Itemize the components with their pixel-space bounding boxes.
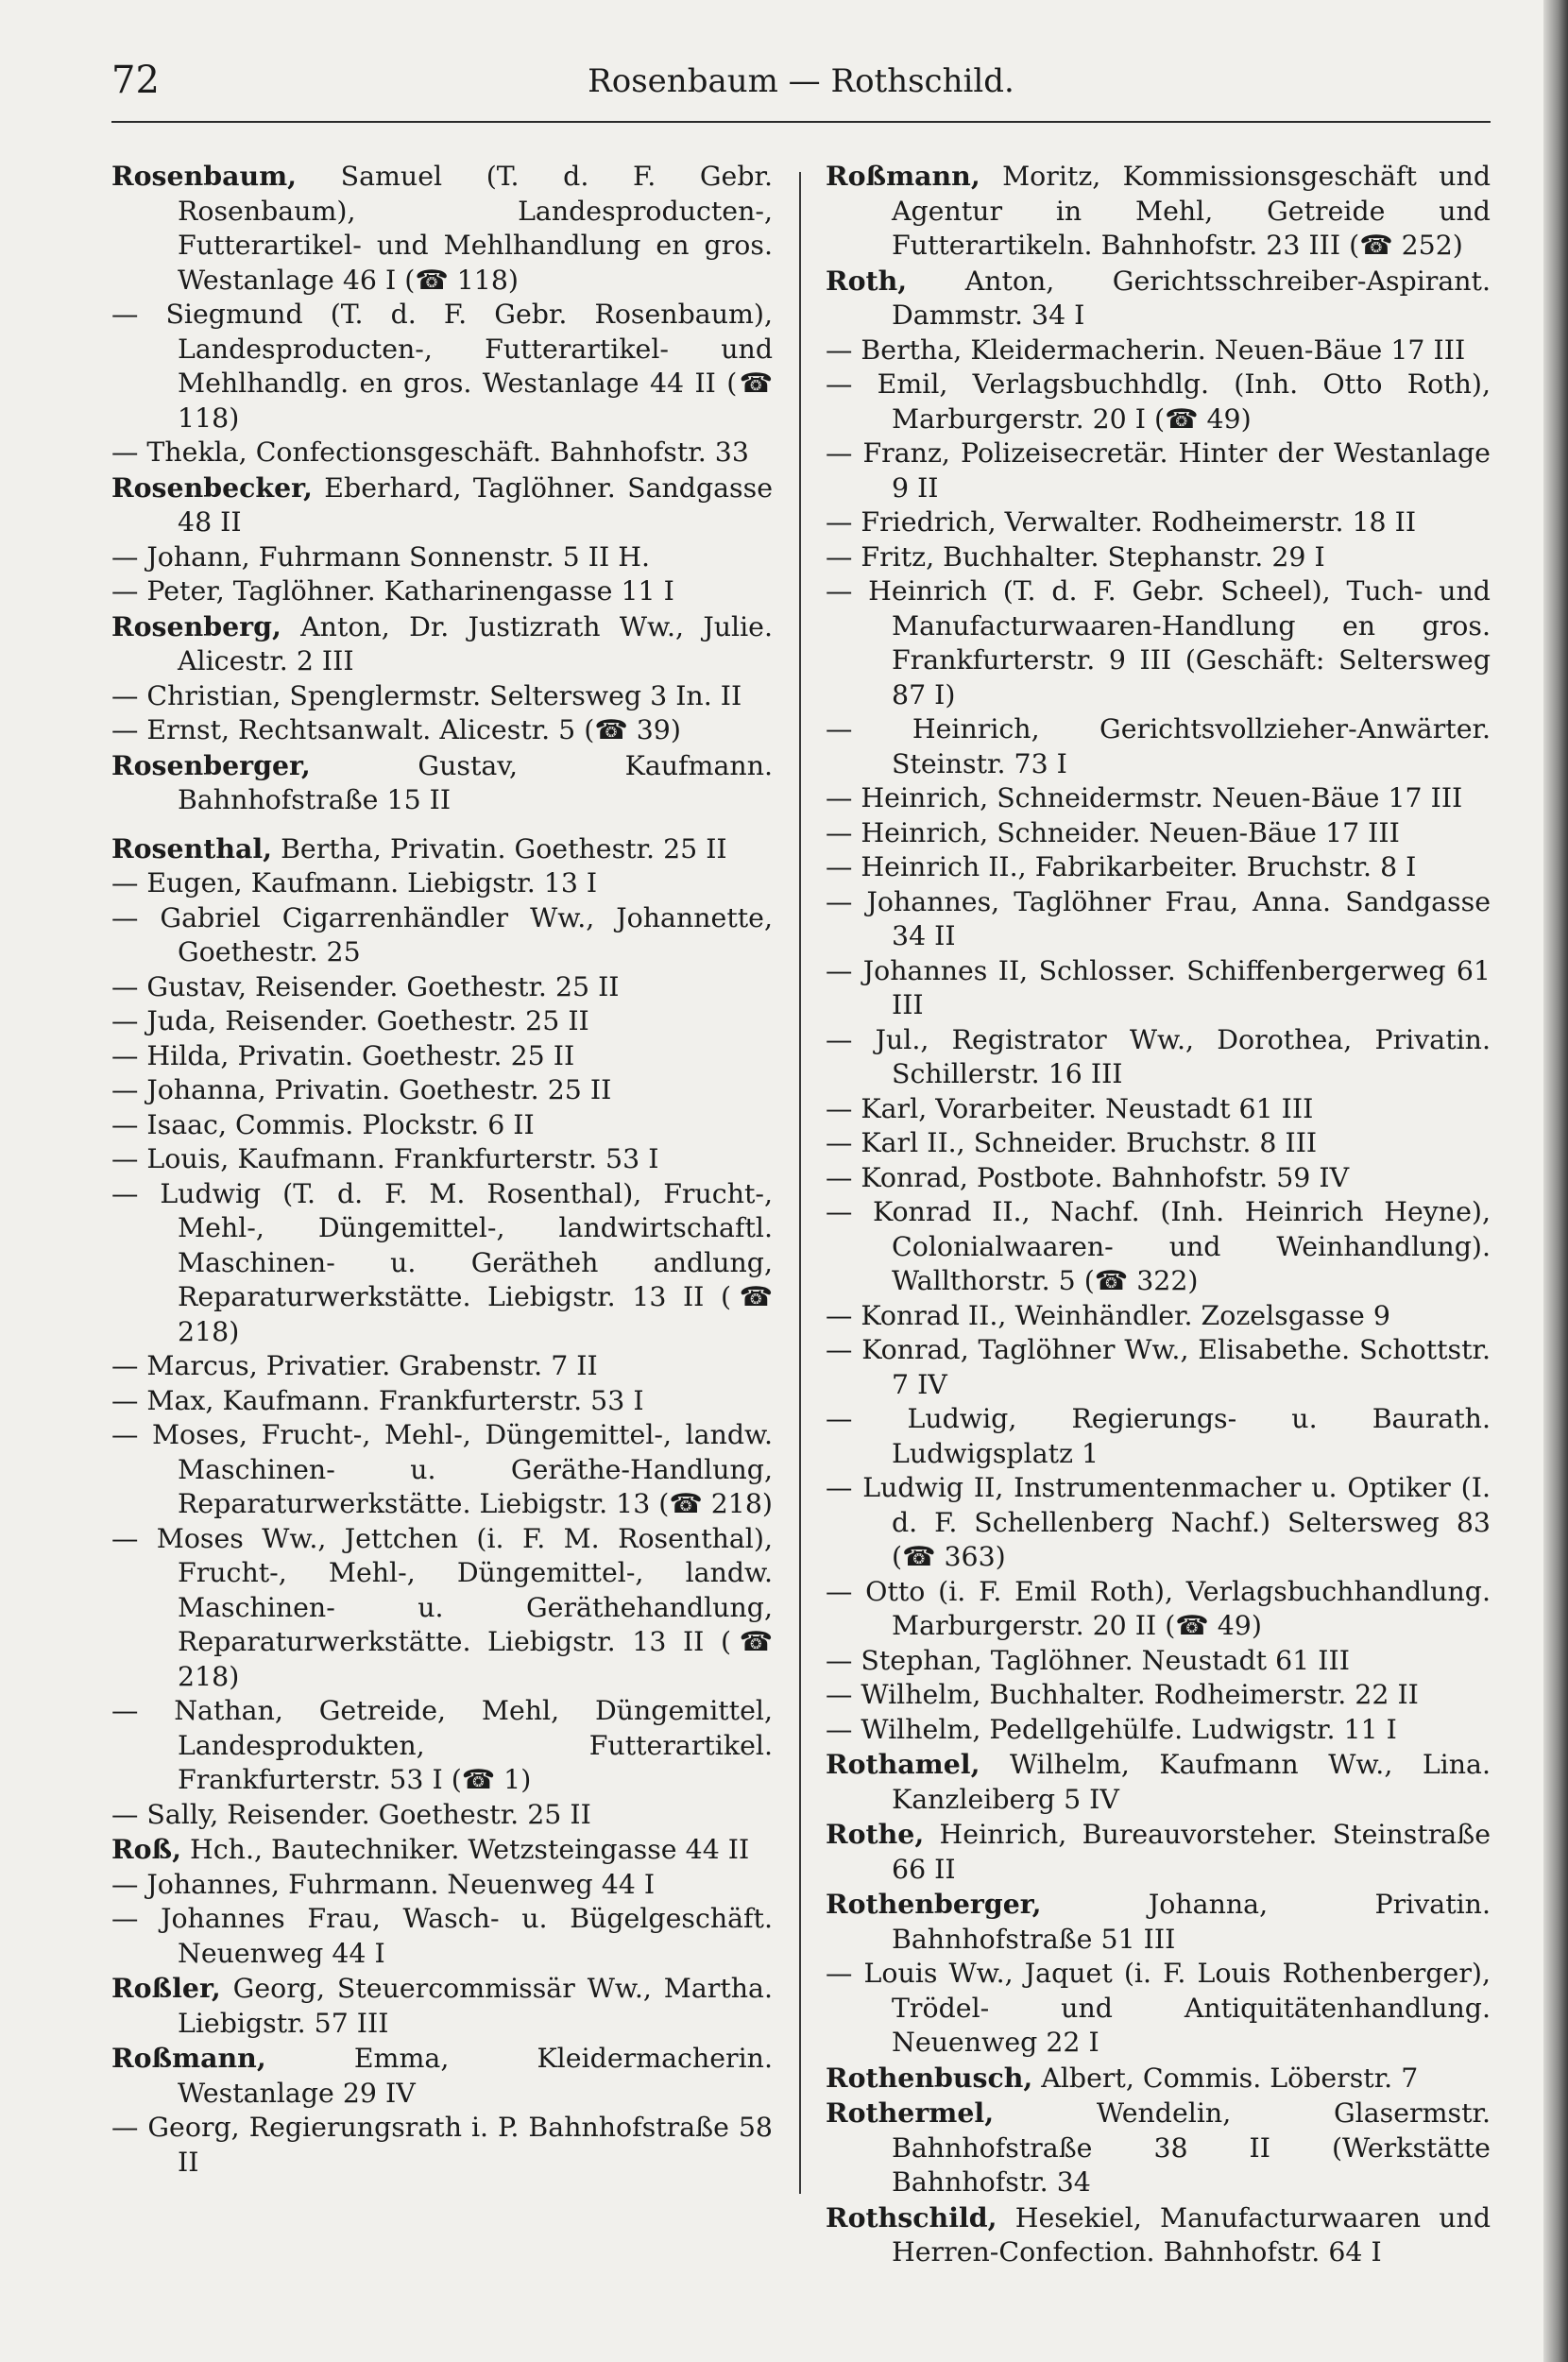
directory-entry — [826, 1713, 1491, 1748]
entry-text: — Fritz, Buchhalter. Stephanstr. 29 I — [826, 540, 1325, 573]
directory-entry — [111, 1004, 773, 1039]
entry-surname: Roßmann, — [111, 2042, 266, 2074]
directory-entry — [826, 850, 1491, 885]
entry-text: — Gabriel Cigarrenhändler Ww., Johannette, Goethestr. 25 — [111, 901, 773, 967]
entry-text: — Heinrich, Gerichtsvollzieher-Anwärter. Steinstr. 73 I — [826, 713, 1491, 779]
directory-entry — [826, 1195, 1491, 1299]
directory-entry — [826, 1402, 1491, 1471]
directory-entry — [826, 1887, 1491, 1957]
entry-surname: Rothamel, — [826, 1748, 980, 1780]
directory-entry — [826, 2200, 1491, 2270]
entry-text: — Franz, Polizeisecretär. Hinter der Westanlage 9 II — [826, 437, 1491, 504]
directory-entry — [826, 1957, 1491, 2061]
directory-entry — [111, 679, 773, 714]
entry-text: Albert, Commis. Löberstr. 7 — [1032, 2062, 1419, 2094]
directory-entry — [111, 1868, 773, 1903]
directory-entry — [826, 954, 1491, 1023]
page-number: 72 — [111, 59, 160, 102]
entry-text: — Gustav, Reisender. Goethestr. 25 II — [111, 970, 620, 1002]
entry-text: Heinrich, Bureauvorsteher. Steinstraße 66 II — [892, 1819, 1491, 1885]
directory-entry — [111, 1832, 773, 1868]
directory-entry — [111, 866, 773, 901]
entry-text: — Max, Kaufmann. Frankfurterstr. 53 I — [111, 1384, 644, 1416]
entry-text: — Heinrich, Schneider. Neuen-Bäue 17 III — [826, 816, 1400, 848]
entry-text: — Ludwig II, Instrumentenmacher u. Optiker (I. d. F. Schellenberg Nachf.) Seltersweg 83 (☎ 363) — [826, 1472, 1491, 1572]
directory-entry — [111, 574, 773, 609]
entry-text: — Heinrich II., Fabrikarbeiter. Bruchstr. 8 I — [826, 851, 1417, 882]
entry-text: — Hilda, Privatin. Goethestr. 25 II — [111, 1039, 575, 1071]
right-column — [826, 159, 1491, 2270]
directory-entry — [826, 540, 1491, 575]
directory-entry — [111, 471, 773, 540]
directory-entry — [111, 609, 773, 679]
entry-text: Georg, Steuercommissär Ww., Martha. Liebigstr. 57 III — [178, 1973, 773, 2039]
entry-text: — Friedrich, Verwalter. Rodheimerstr. 18 II — [826, 506, 1417, 538]
directory-entry — [111, 1108, 773, 1143]
running-title: Rosenbaum — Rothschild. — [588, 62, 1014, 100]
directory-entry — [111, 970, 773, 1005]
directory-entry — [826, 264, 1491, 334]
entry-text: — Christian, Spenglermstr. Seltersweg 3 In. II — [111, 679, 742, 711]
entry-text: — Peter, Taglöhner. Katharinengasse 11 I — [111, 575, 674, 607]
header-rule — [111, 121, 1491, 123]
entry-surname: Roth, — [826, 264, 908, 297]
entry-text: — Ludwig, Regierungs- u. Baurath. Ludwigsplatz 1 — [826, 1403, 1491, 1469]
directory-entry — [826, 1023, 1491, 1092]
entry-text: Bertha, Privatin. Goethestr. 25 II — [272, 832, 727, 864]
entry-text: — Marcus, Privatier. Grabenstr. 7 II — [111, 1350, 598, 1381]
entry-text: — Johannes Frau, Wasch- u. Bügelgeschäft. Neuenweg 44 I — [111, 1903, 773, 1969]
directory-entry — [826, 1333, 1491, 1402]
entry-text: — Louis, Kaufmann. Frankfurterstr. 53 I — [111, 1143, 659, 1174]
entry-text: Hch., Bautechniker. Wetzsteingasse 44 II — [181, 1834, 750, 1865]
directory-entry — [826, 505, 1491, 540]
entry-text: — Konrad, Postbote. Bahnhofstr. 59 IV — [826, 1161, 1350, 1193]
directory-entry — [111, 831, 773, 867]
directory-entry — [111, 298, 773, 436]
entry-surname: Rosenbecker, — [111, 471, 313, 504]
entry-surname: Roßler, — [111, 1972, 221, 2004]
directory-entry — [826, 1817, 1491, 1887]
column-divider — [799, 172, 801, 2194]
entry-text: — Moses Ww., Jettchen (i. F. M. Rosenthal), Frucht-, Mehl-, Düngemittel-, landw. Maschinen- u. Geräthehandlung, Reparaturwerkstätte. Liebigstr. 13 II (☎ 218) — [111, 1522, 773, 1692]
directory-entry — [826, 1299, 1491, 1334]
directory-entry — [826, 2096, 1491, 2200]
entry-text: — Heinrich (T. d. F. Gebr. Scheel), Tuch- und Manufacturwaaren-Handlung en gros. Frankfurterstr. 9 III (Geschäft: Seltersweg 87 I) — [826, 575, 1491, 710]
entry-text: Johanna, Privatin. Bahnhofstraße 51 III — [892, 1889, 1491, 1955]
entry-text: — Karl II., Schneider. Bruchstr. 8 III — [826, 1127, 1318, 1158]
directory-entry — [111, 1039, 773, 1074]
entry-text: — Sally, Reisender. Goethestr. 25 II — [111, 1798, 591, 1830]
entry-text: — Nathan, Getreide, Mehl, Düngemittel, Landesprodukten, Futterartikel. Frankfurterstr. 53 I (☎ 1) — [111, 1695, 773, 1795]
entry-text: — Johannes II, Schlosser. Schiffenbergerweg 61 III — [826, 954, 1491, 1020]
directory-entry — [111, 1177, 773, 1350]
directory-entry — [111, 1522, 773, 1695]
left-column — [111, 159, 773, 2180]
page-edge-shadow — [1543, 0, 1568, 2362]
directory-entry — [111, 2111, 773, 2180]
entry-text: Gustav, Kaufmann. Bahnhofstraße 15 II — [178, 749, 773, 815]
directory-entry — [111, 2041, 773, 2111]
entry-text: — Siegmund (T. d. F. Gebr. Rosenbaum), Landesproducten-, Futterartikel- und Mehlhandlg. en gros. Westanlage 44 II (☎ 118) — [111, 299, 773, 434]
directory-entry — [111, 540, 773, 575]
directory-entry — [111, 1073, 773, 1108]
entry-text: — Johanna, Privatin. Goethestr. 25 II — [111, 1074, 612, 1105]
directory-entry — [111, 713, 773, 748]
page-header — [111, 53, 1491, 119]
directory-entry — [826, 1575, 1491, 1644]
entry-text: — Heinrich, Schneidermstr. Neuen-Bäue 17 III — [826, 782, 1463, 813]
directory-entry — [826, 1678, 1491, 1713]
directory-entry — [826, 159, 1491, 264]
directory-entry — [111, 1418, 773, 1522]
directory-entry — [111, 1971, 773, 2041]
entry-text: — Louis Ww., Jaquet (i. F. Louis Rothenberger), Trödel- und Antiquitätenhandlung. Neuenweg 22 I — [826, 1958, 1491, 2058]
directory-entry — [826, 2061, 1491, 2097]
entry-text: — Wilhelm, Buchhalter. Rodheimerstr. 22 II — [826, 1679, 1419, 1710]
entry-text: Moritz, Kommissionsgeschäft und Agentur in Mehl, Getreide und Futterartikeln. Bahnhofstr. 23 III (☎ 252) — [892, 161, 1491, 261]
directory-entry — [111, 901, 773, 970]
entry-surname: Roßmann, — [826, 160, 980, 192]
entry-text: — Isaac, Commis. Plockstr. 6 II — [111, 1108, 535, 1140]
entry-text: — Konrad II., Nachf. (Inh. Heinrich Heyne), Colonialwaaren- und Weinhandlung). Wallthorstr. 5 (☎ 322) — [826, 1196, 1491, 1296]
entry-text: — Bertha, Kleidermacherin. Neuen-Bäue 17 III — [826, 334, 1466, 366]
entry-surname: Roß, — [111, 1833, 181, 1865]
entry-text: — Juda, Reisender. Goethestr. 25 II — [111, 1005, 589, 1036]
directory-entry — [826, 1471, 1491, 1575]
directory-entry — [826, 1747, 1491, 1817]
entry-text: — Otto (i. F. Emil Roth), Verlagsbuchhandlung. Marburgerstr. 20 II (☎ 49) — [826, 1575, 1491, 1641]
entry-text: — Wilhelm, Pedellgehülfe. Ludwigstr. 11 I — [826, 1713, 1397, 1745]
directory-entry — [826, 1161, 1491, 1196]
directory-entry — [826, 885, 1491, 954]
entry-surname: Rothenberger, — [826, 1888, 1042, 1920]
directory-entry — [826, 816, 1491, 851]
entry-text: — Johannes, Taglöhner Frau, Anna. Sandgasse 34 II — [826, 885, 1491, 951]
entry-text: — Stephan, Taglöhner. Neustadt 61 III — [826, 1644, 1350, 1676]
entry-surname: Rothe, — [826, 1818, 925, 1850]
entry-text: — Konrad II., Weinhändler. Zozelsgasse 9 — [826, 1299, 1390, 1331]
directory-entry — [826, 1126, 1491, 1161]
entry-text: Hesekiel, Manufacturwaaren und Herren-Confection. Bahnhofstr. 64 I — [892, 2201, 1491, 2268]
entry-text: Anton, Dr. Justizrath Ww., Julie. Alicestr. 2 III — [178, 610, 773, 676]
entry-text: Samuel (T. d. F. Gebr. Rosenbaum), Landesproducten-, Futterartikel- und Mehlhandlung en gros. Westanlage 46 I (☎ 118) — [178, 161, 773, 296]
entry-text: — Georg, Regierungsrath i. P. Bahnhofstraße 58 II — [111, 2112, 773, 2178]
directory-entry — [826, 781, 1491, 816]
directory-columns — [111, 159, 1491, 2322]
entry-text: — Ludwig (T. d. F. M. Rosenthal), Frucht-, Mehl-, Düngemittel-, landwirtschaftl. Maschinen- u. Gerätheh andlung, Reparaturwerkstätte. Liebigstr. 13 II (☎ 218) — [111, 1177, 773, 1347]
entry-text: — Ernst, Rechtsanwalt. Alicestr. 5 (☎ 39) — [111, 714, 681, 745]
entry-text: — Karl, Vorarbeiter. Neustadt 61 III — [826, 1092, 1314, 1124]
directory-entry — [826, 334, 1491, 368]
directory-entry — [111, 1902, 773, 1971]
entry-surname: Rosenthal, — [111, 831, 273, 864]
entry-text: — Emil, Verlagsbuchhdlg. (Inh. Otto Roth), Marburgerstr. 20 I (☎ 49) — [826, 368, 1491, 435]
entry-text: — Konrad, Taglöhner Ww., Elisabethe. Schottstr. 7 IV — [826, 1334, 1491, 1400]
entry-text: — Johann, Fuhrmann Sonnenstr. 5 II H. — [111, 540, 651, 573]
entry-surname: Rosenberger, — [111, 748, 311, 781]
directory-entry — [826, 1644, 1491, 1679]
directory-entry — [111, 1384, 773, 1419]
entry-text: — Moses, Frucht-, Mehl-, Düngemittel-, landw. Maschinen- u. Geräthe-Handlung, Reparaturwerkstätte. Liebigstr. 13 (☎ 218) — [111, 1419, 774, 1519]
directory-entry — [826, 368, 1491, 436]
directory-entry — [826, 712, 1491, 781]
entry-surname: Rosenberg, — [111, 609, 281, 642]
directory-entry — [111, 748, 773, 818]
entry-text: — Eugen, Kaufmann. Liebigstr. 13 I — [111, 867, 598, 899]
entry-surname: Rothenbusch, — [826, 2061, 1033, 2094]
entry-surname: Rosenbaum, — [111, 160, 298, 192]
entry-text: Emma, Kleidermacherin. Westanlage 29 IV — [178, 2043, 773, 2109]
directory-entry — [111, 436, 773, 471]
directory-entry — [826, 574, 1491, 712]
directory-entry — [826, 436, 1491, 505]
entry-text: Wendelin, Glasermstr. Bahnhofstraße 38 II (Werkstätte Bahnhofstr. 34 — [892, 2097, 1491, 2198]
directory-entry — [111, 1349, 773, 1384]
directory-entry — [111, 1798, 773, 1833]
entry-text: — Johannes, Fuhrmann. Neuenweg 44 I — [111, 1868, 656, 1900]
entry-surname: Rothschild, — [826, 2200, 997, 2234]
entry-text: Eberhard, Taglöhner. Sandgasse 48 II — [178, 471, 773, 538]
directory-entry — [111, 159, 773, 298]
directory-entry — [111, 1142, 773, 1177]
entry-text: Anton, Gerichtsschreiber-Aspirant. Dammstr. 34 I — [892, 265, 1491, 331]
entry-text: Wilhelm, Kaufmann Ww., Lina. Kanzleiberg 5 IV — [892, 1749, 1491, 1815]
entry-text: — Jul., Registrator Ww., Dorothea, Privatin. Schillerstr. 16 III — [826, 1023, 1491, 1089]
directory-entry — [826, 1092, 1491, 1127]
directory-entry — [111, 1694, 773, 1798]
entry-text: — Thekla, Confectionsgeschäft. Bahnhofstr. 33 — [111, 436, 749, 468]
entry-surname: Rothermel, — [826, 2097, 995, 2129]
